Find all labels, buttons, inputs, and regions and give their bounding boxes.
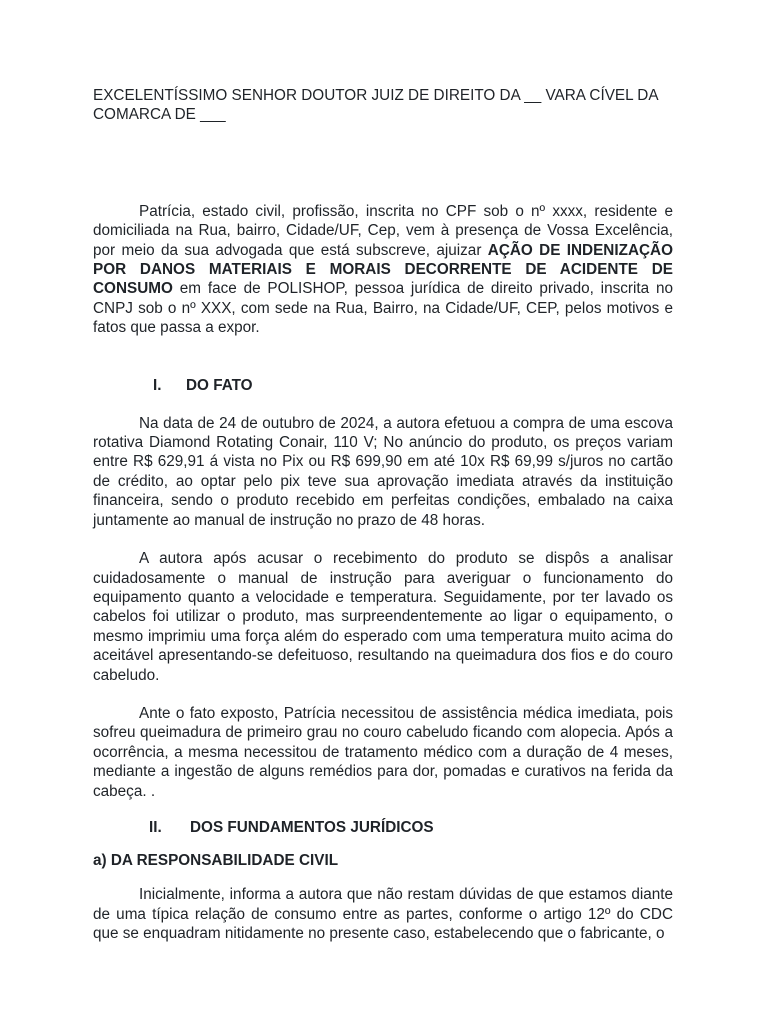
intro-paragraph bbox=[93, 202, 673, 338]
intro-text-before: Patrícia, estado civil, profissão, inscrita no CPF sob o nº xxxx, residente e domiciliada na Rua, bairro, Cidade/UF, Cep, vem à presença de Vossa Excelência, por meio da sua advogada que está subscreve, ajuizar bbox=[93, 202, 673, 259]
section-title: DO FATO bbox=[186, 376, 253, 394]
legal-paragraph-1: Inicialmente, informa a autora que não restam dúvidas de que estamos diante de uma típica relação de consumo entre as partes, conforme o artigo 12º do CDC que se enquadram nitidamente no presente caso, estabelecendo que o fabricante, o bbox=[93, 886, 673, 943]
fact-paragraph-2: A autora após acusar o recebimento do produto se dispôs a analisar cuidadosamente o manual de instrução para averiguar o funcionamento do equipamento quanto a velocidade e temperatura. Seguidamente, por ter lavado os cabelos foi utilizar o produto, mas surpreendentemente ao ligar o equipamento, o mesmo imprimiu uma força além do esperado com uma temperatura muito acima do aceitável apresentando-se defeituoso, resultando na queimadura dos fios e do couro cabeludo. bbox=[93, 550, 673, 684]
document-header: EXCELENTÍSSIMO SENHOR DOUTOR JUIZ DE DIREITO DA __ VARA CÍVEL DA COMARCA DE ___ bbox=[93, 87, 658, 124]
section-heading-fato bbox=[93, 376, 673, 396]
subsection-title: a) DA RESPONSABILIDADE CIVIL bbox=[93, 851, 339, 869]
intro-text-after: em face de POLISHOP, pessoa jurídica de direito privado, inscrita no CNPJ sob o nº XXX, com sede na Rua, Bairro, na Cidade/UF, CEP, pelos motivos e fatos que passa a expor. bbox=[93, 280, 673, 337]
section-number: I. bbox=[153, 376, 162, 394]
section-heading-fundamentos bbox=[93, 818, 673, 838]
section-title: DOS FUNDAMENTOS JURÍDICOS bbox=[190, 818, 434, 836]
document-page bbox=[93, 86, 673, 944]
fact-paragraph-3: Ante o fato exposto, Patrícia necessitou de assistência médica imediata, pois sofreu queimadura de primeiro grau no couro cabeludo ficando com alopecia. Após a ocorrência, a mesma necessitou de tratamento médico com a duração de 4 meses, mediante a ingestão de alguns remédios para dor, pomadas e curativos na ferida da cabeça. . bbox=[93, 704, 673, 800]
fact-paragraph-1: Na data de 24 de outubro de 2024, a autora efetuou a compra de uma escova rotativa Diamond Rotating Conair, 110 V; No anúncio do produto, os preços variam entre R$ 629,91 á vista no Pix ou R$ 699,90 em até 10x R$ 69,99 s/juros no cartão de crédito, ao optar pelo pix teve sua aprovação imediata através da instituição financeira, sendo o produto recebido em perfeitas condições, embalado na caixa juntamente ao manual de instrução no prazo de 48 horas. bbox=[93, 414, 673, 529]
section-number: II. bbox=[149, 818, 162, 836]
action-title: AÇÃO DE INDENIZAÇÃO POR DANOS MATERIAIS E MORAIS DECORRENTE DE ACIDENTE DE CONSUMO bbox=[93, 241, 673, 298]
